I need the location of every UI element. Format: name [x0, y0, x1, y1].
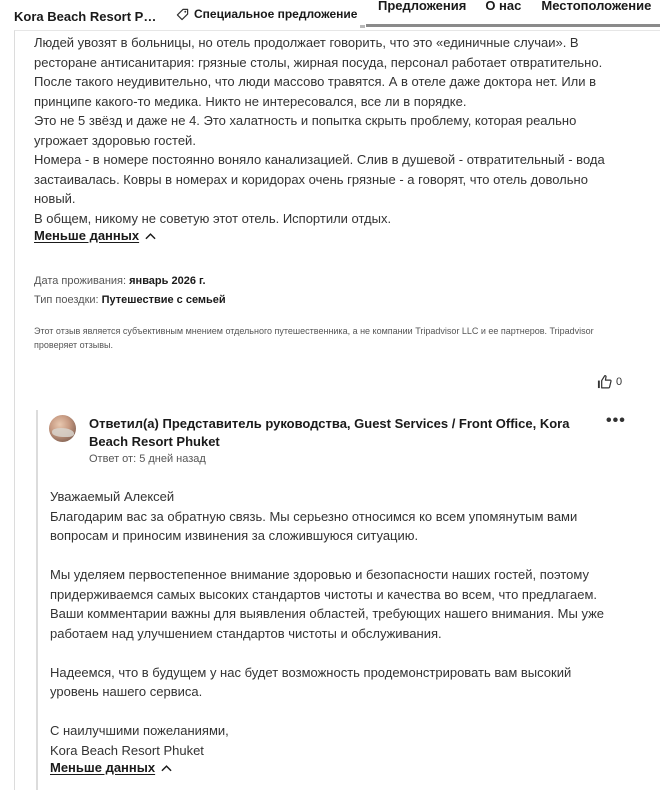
response-title: Ответил(а) Представитель руководства, Guest Services / Front Office, Kora Beach Resort Phuket [89, 416, 570, 449]
review-paragraph: В общем, никому не советую этот отель. Испортили отдых. [34, 210, 392, 226]
response-paragraph: Благодарим вас за обратную связь. Мы серьезно относимся ко всем упомянутым вами вопросам и приносим извинения за сложившуюся ситуацию. [50, 508, 578, 543]
tab-location[interactable]: Местоположение [541, 0, 652, 13]
more-options-button[interactable]: ••• [606, 412, 626, 429]
stay-date: Дата проживания: январь 2026 г. [34, 275, 206, 287]
nav-tabs [378, 0, 651, 13]
special-offer-label: Специальное предложение [194, 7, 358, 21]
trip-type-value: Путешествие с семьей [101, 294, 226, 306]
response-greeting: Уважаемый Алексей [50, 489, 175, 504]
response-text [50, 487, 620, 760]
show-less-label: Меньше данных [50, 760, 156, 775]
thumbs-up-icon [597, 374, 612, 389]
helpful-count: 0 [616, 375, 623, 388]
sticky-header [0, 0, 660, 30]
tag-icon [176, 8, 189, 21]
nav-active-underline [366, 24, 660, 27]
review-paragraph: Номера - в номере постоянно воняло канализацией. Слив в душевой - отвратительный - вода застаивалась. Ковры в номерах и коридорах очень грязные - а говорят, что отель довольно новый. [34, 152, 605, 206]
show-less-label: Меньше данных [34, 228, 140, 243]
nav-underline-corner [360, 25, 365, 28]
helpful-vote-button[interactable] [597, 374, 622, 389]
trip-type: Тип поездки: Путешествие с семьей [34, 294, 226, 306]
response-date: Ответ от: 5 дней назад [89, 453, 206, 465]
special-offer-link[interactable] [176, 7, 357, 21]
tab-offers[interactable]: Предложения [378, 0, 467, 13]
tab-about[interactable]: О нас [485, 0, 522, 13]
review-paragraph: Это не 5 звёзд и даже не 4. Это халатность и попытка скрыть проблему, которая реально угрожает здоровью гостей. [34, 113, 577, 148]
response-paragraph: Мы уделяем первостепенное внимание здоровью и безопасности наших гостей, поэтому придерживаемся самых высоких стандартов чистоты и качества во всем, что предлагаем. Ваши комментарии важны для выявления областей, требующих нашего внимания. Мы уже работаем над улучшением стандартов чистоты и обслуживания. [50, 567, 605, 641]
response-closing: С наилучшими пожеланиями, [50, 723, 229, 738]
hotel-name[interactable]: Kora Beach Resort P… [14, 9, 157, 24]
chevron-up-icon [161, 764, 172, 772]
review-show-less-button[interactable] [34, 228, 156, 243]
review-disclaimer: Этот отзыв является субъективным мнением отдельного путешественника, а не компании Tripadvisor LLC и ее партнеров. Tripadvisor проверяет отзывы. [34, 326, 594, 350]
review-paragraph: Людей увозят в больницы, но отель продолжает говорить, что это «единичные случаи». В ресторане антисанитария: грязные столы, жирная посуда, персонал работает отвратительно. После такого неудивительно, что люди массово травятся. А в отеле даже доктора нет. Или в принципе какого-то медика. Никто не интересовался, все ли в порядке. [34, 35, 603, 109]
response-paragraph: Надеемся, что в будущем у нас будет возможность продемонстрировать вам высокий уровень нашего сервиса. [50, 664, 572, 699]
chevron-up-icon [145, 232, 156, 240]
responder-avatar [49, 415, 76, 442]
stay-date-value: январь 2026 г. [129, 275, 206, 287]
response-signature: Kora Beach Resort Phuket [50, 742, 204, 758]
response-show-less-button[interactable] [50, 760, 172, 775]
review-text [34, 33, 614, 228]
review-meta [34, 271, 226, 311]
